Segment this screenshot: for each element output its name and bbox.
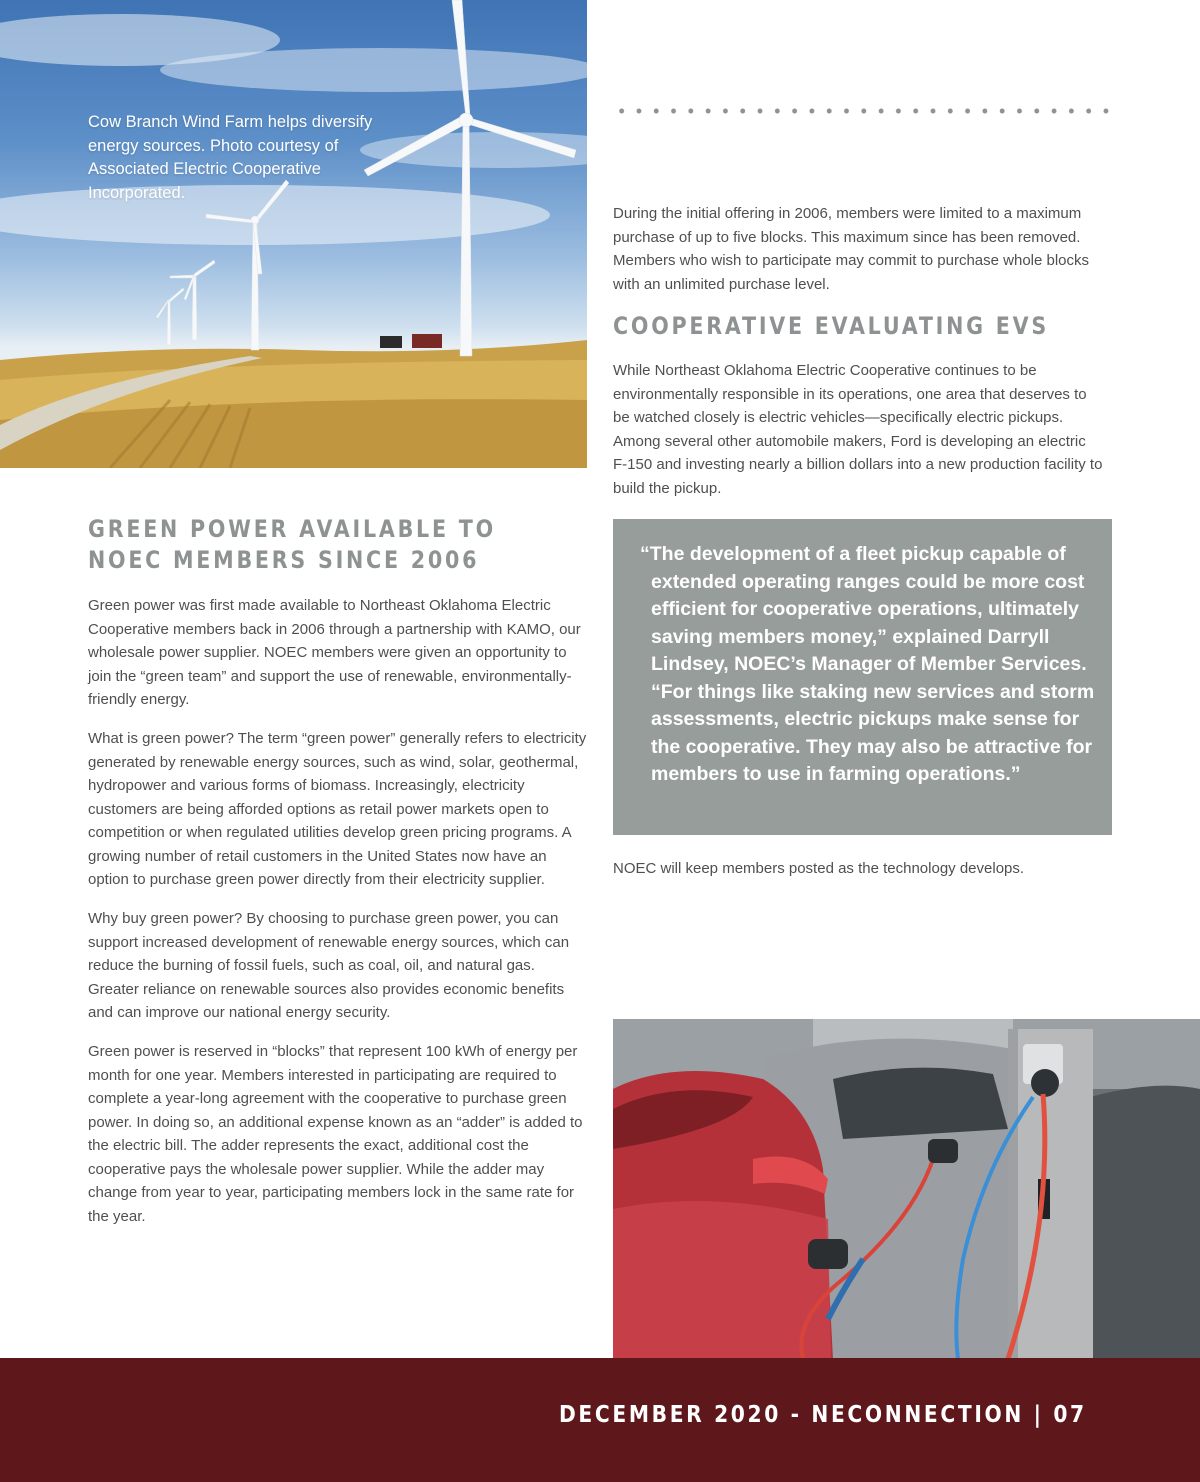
pull-quote-text: “The development of a fleet pickup capable of extended operating ranges could be more cost efficient for cooperative operations, ultimately saving members money,” explained Darryll Lindsey, NOEC’s Manager of Member Services. “For things like staking new services and storm assessments, electric pickups make sense for the cooperative. They may also be attractive for members to use in farming operations.” (640, 543, 1095, 785)
evs-heading: COOPERATIVE EVALUATING EVS (613, 312, 1049, 340)
dotted-divider (613, 107, 1113, 115)
wind-farm-photo (0, 0, 587, 468)
green-power-heading-line-1: GREEN POWER AVAILABLE TO (88, 515, 496, 543)
closing-paragraph: NOEC will keep members posted as the technology develops. (613, 860, 1025, 877)
article-paragraph-1: Green power was first made available to Northeast Oklahoma Electric Cooperative members back in 2006 through a partnership with KAMO, our wholesale power supplier. NOEC members were given an opportunity to join the “green team” and support the use of renewable, environmentally-friendly energy. (88, 597, 581, 708)
green-power-article (88, 594, 588, 1244)
photo-caption: Cow Branch Wind Farm helps diversify energy sources. Photo courtesy of Associated Electric Cooperative Incorporated. (88, 113, 373, 202)
green-power-heading (88, 514, 496, 576)
green-power-limit-paragraph: During the initial offering in 2006, members were limited to a maximum purchase of up to five blocks. This maximum since has been removed. Members who wish to participate may commit to purchase whole blocks with an unlimited purchase level. (613, 205, 1090, 293)
article-paragraph-3: Why buy green power? By choosing to purchase green power, you can support increased development of renewable energy sources, which can reduce the burning of fossil fuels, such as coal, oil, and natural gas. Greater reliance on renewable sources also provides economic benefits and can improve our national energy security. (88, 910, 570, 1021)
footer-bar (0, 1358, 1200, 1482)
wind-farm-illustration (0, 0, 587, 468)
article-paragraph-4: Green power is reserved in “blocks” that represent 100 kWh of energy per month for one year. Members interested in participating are required to complete a year-long agreement with the cooperative to purchase green power. In doing so, an additional expense known as an “adder” is added to the electric bill. The adder represents the exact, additional cost the cooperative pays the wholesale power supplier. While the adder may change from year to year, participating members lock in the same rate for the year. (88, 1043, 583, 1225)
evs-paragraph: While Northeast Oklahoma Electric Cooperative continues to be environmentally responsible in its operations, one area that deserves to be watched closely is electric vehicles—specifically electric pickups. Among several other automobile makers, Ford is developing an electric F-150 and investing nearly a billion dollars into a new production facility to build the pickup. (613, 362, 1103, 497)
article-paragraph-2: What is green power? The term “green power” generally refers to electricity generated by renewable energy sources, such as wind, solar, geothermal, hydropower and various forms of biomass. Increasingly, electricity customers are being afforded options as retail power markets open to competition or when regulated utilities develop green pricing programs. A growing number of retail customers in the United States now have an option to purchase green power directly from their electricity supplier. (88, 730, 587, 888)
green-power-heading-line-2: NOEC MEMBERS SINCE 2006 (88, 546, 480, 574)
ev-charging-photo (613, 1019, 1200, 1359)
ev-charging-illustration (613, 1019, 1200, 1359)
footer-issue-page: DECEMBER 2020 - NECONNECTION | 07 (559, 1402, 1087, 1428)
pull-quote (613, 519, 1112, 835)
